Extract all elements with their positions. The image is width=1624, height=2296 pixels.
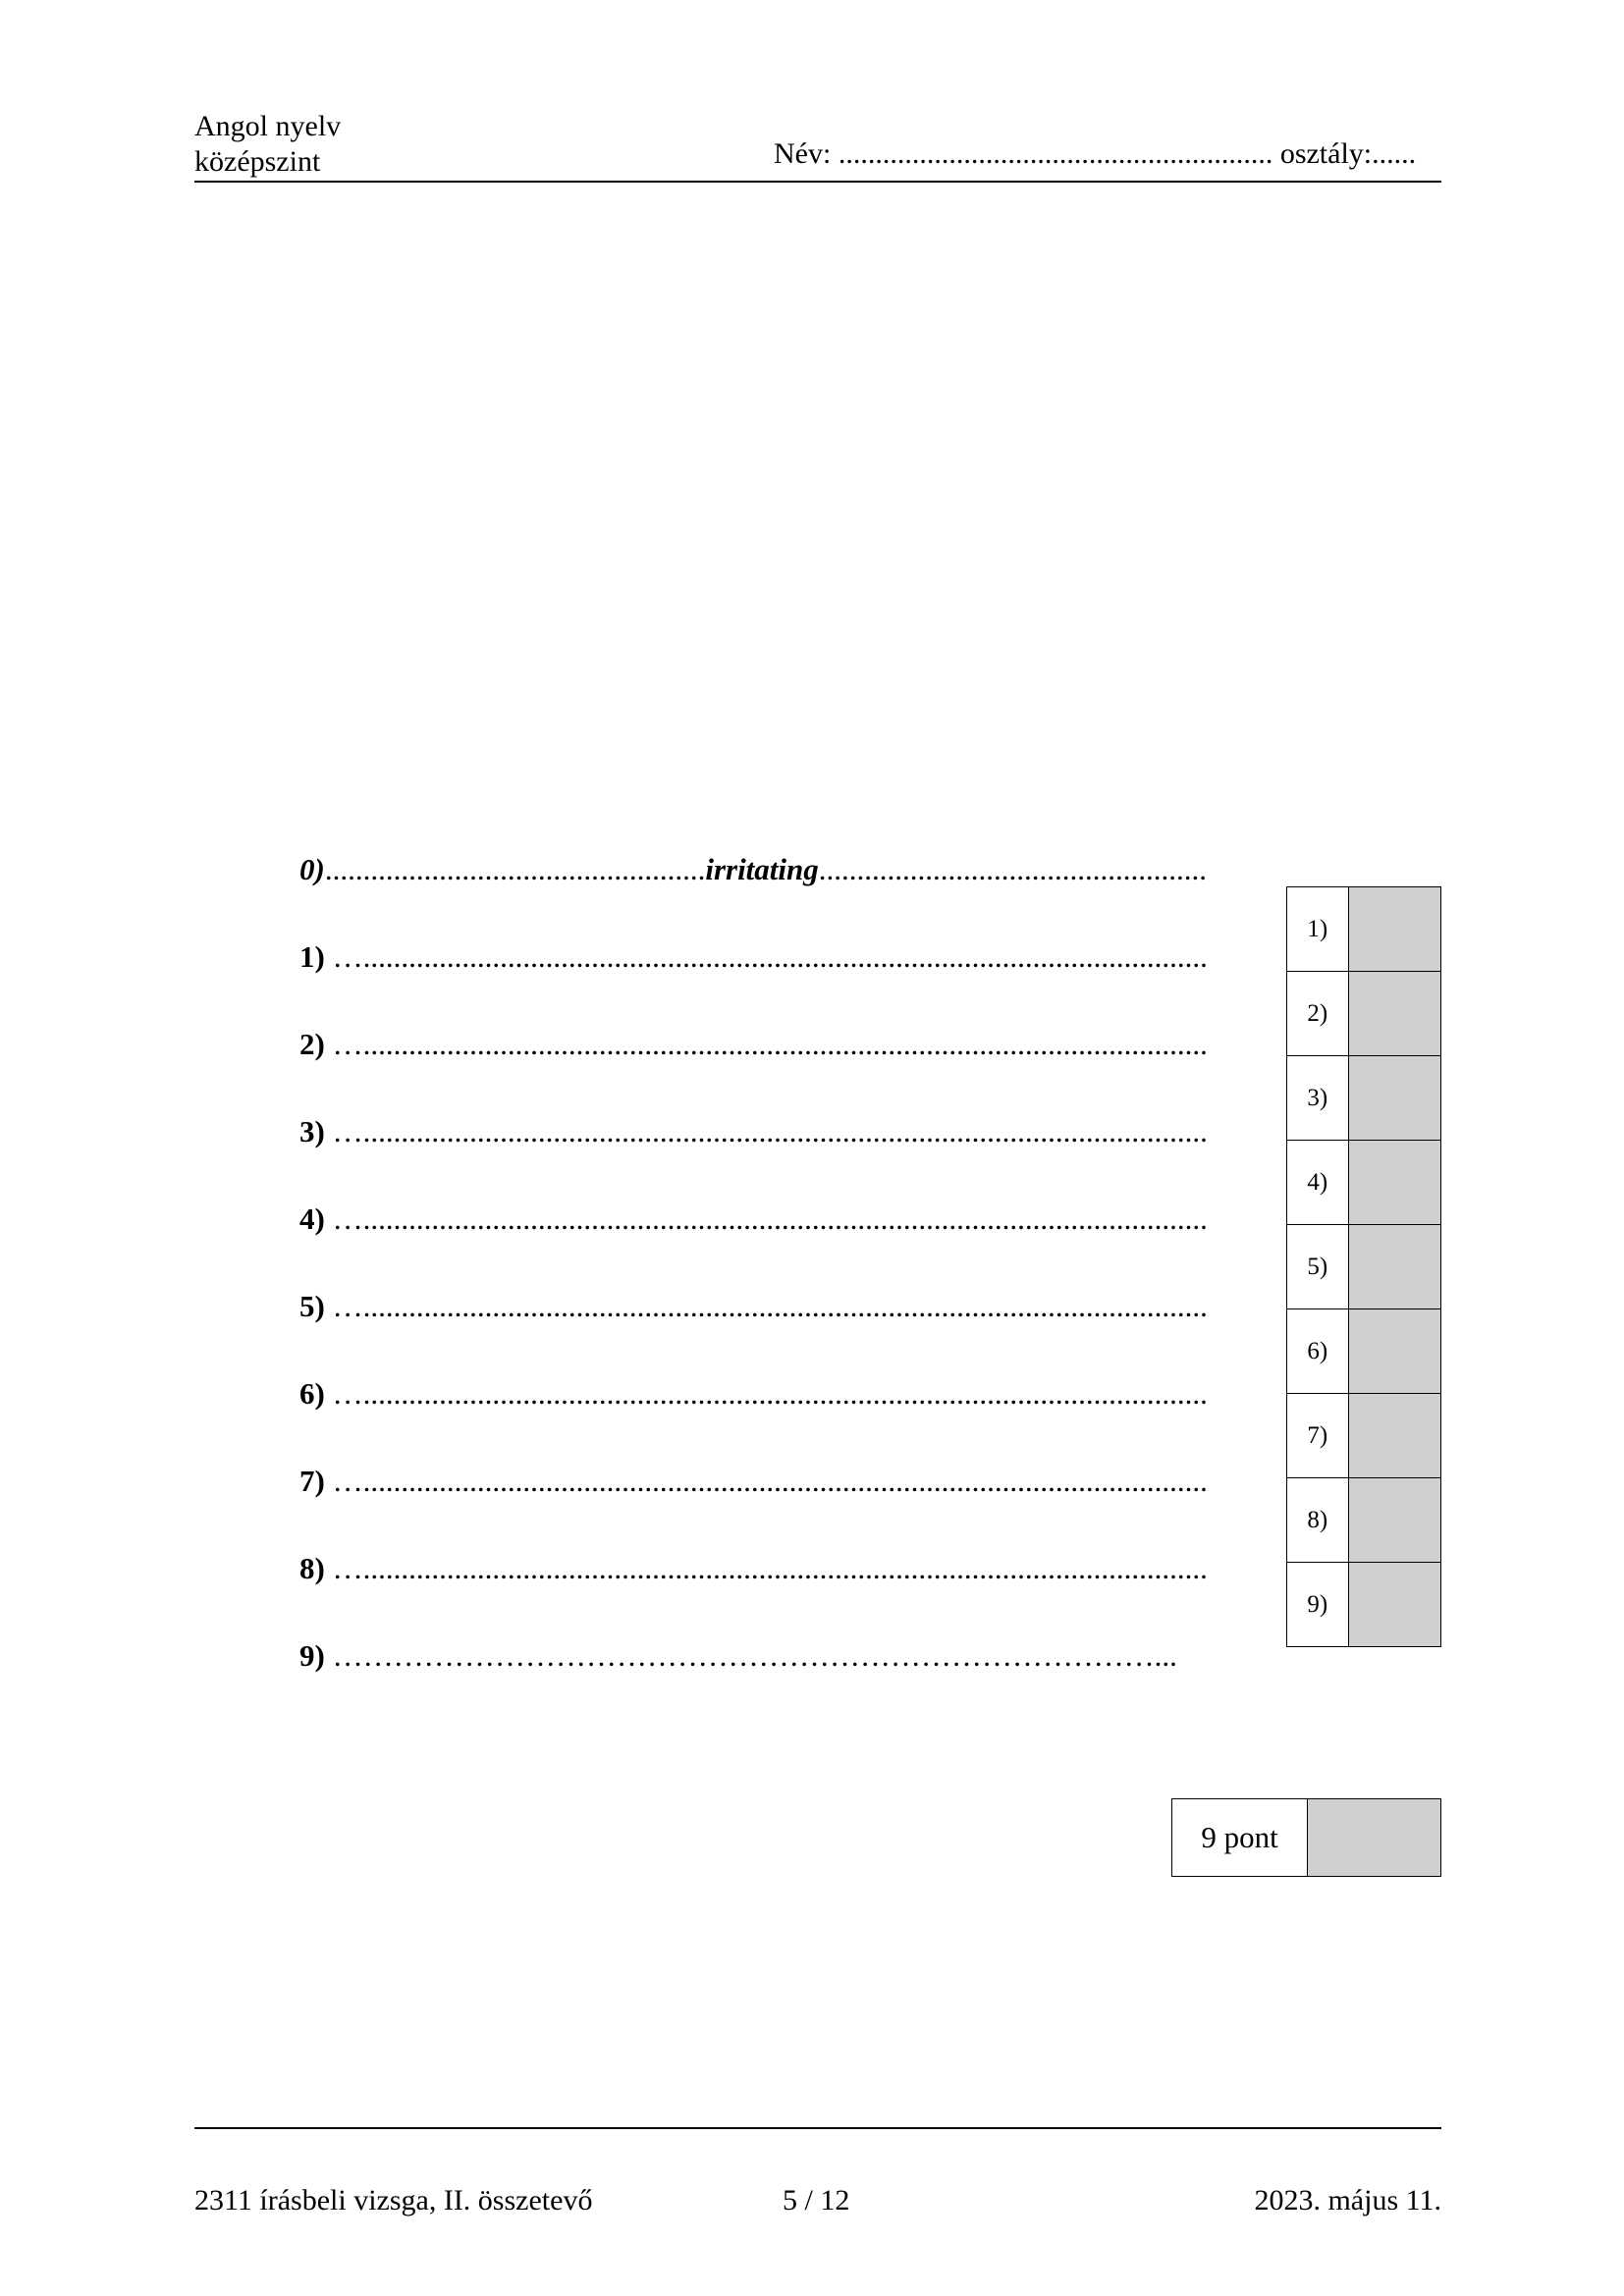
answer-line-8[interactable] bbox=[299, 1551, 1262, 1586]
answer-line-4[interactable] bbox=[299, 1201, 1262, 1237]
answer-dots: ................................................... bbox=[818, 852, 1208, 886]
score-label: 6) bbox=[1287, 1309, 1349, 1394]
score-cell-7[interactable] bbox=[1348, 1394, 1440, 1478]
answer-dots: …............................................................................................................... bbox=[332, 1551, 1208, 1585]
header-rule bbox=[194, 181, 1441, 183]
answer-dots: …............................................................................................................... bbox=[332, 1027, 1208, 1061]
total-points-cell[interactable] bbox=[1308, 1799, 1440, 1876]
score-label: 8) bbox=[1287, 1478, 1349, 1563]
answer-number: 7) bbox=[299, 1464, 325, 1498]
answer-dots: …............................................................................................................... bbox=[332, 1289, 1208, 1323]
name-class-field: Név: ........................................................... osztály:...... bbox=[774, 137, 1417, 170]
answer-line-3[interactable] bbox=[299, 1114, 1262, 1149]
footer-exam-code: 2311 írásbeli vizsga, II. összetevő bbox=[194, 2184, 593, 2216]
score-label: 5) bbox=[1287, 1225, 1349, 1309]
example-answer: irritating bbox=[705, 852, 819, 886]
answer-number: 5) bbox=[299, 1289, 325, 1323]
answer-number: 1) bbox=[299, 939, 325, 974]
answer-dots: …............................................................................................................... bbox=[332, 1201, 1208, 1236]
answer-line-6[interactable] bbox=[299, 1376, 1262, 1412]
score-cell-3[interactable] bbox=[1348, 1056, 1440, 1141]
answer-line-9[interactable] bbox=[299, 1638, 1262, 1674]
answer-line-5[interactable] bbox=[299, 1289, 1262, 1324]
answer-dots: …............................................................................................................... bbox=[332, 1114, 1208, 1148]
answer-number: 4) bbox=[299, 1201, 325, 1236]
score-label: 3) bbox=[1287, 1056, 1349, 1141]
score-table bbox=[1286, 886, 1441, 1647]
answer-dots: .................................................. bbox=[324, 852, 706, 886]
answer-number: 3) bbox=[299, 1114, 325, 1148]
answer-number: 2) bbox=[299, 1027, 325, 1061]
answer-line-1[interactable] bbox=[299, 939, 1262, 975]
score-cell-2[interactable] bbox=[1348, 972, 1440, 1056]
score-cell-9[interactable] bbox=[1348, 1563, 1440, 1647]
answer-dots: ………………………………………………………………………... bbox=[332, 1638, 1177, 1673]
answer-dots: …............................................................................................................... bbox=[332, 1376, 1208, 1411]
score-label: 2) bbox=[1287, 972, 1349, 1056]
answer-number: 0) bbox=[299, 852, 325, 886]
footer-page-number: 5 / 12 bbox=[783, 2184, 850, 2216]
answer-dots: …............................................................................................................... bbox=[332, 939, 1208, 974]
level-label: középszint bbox=[194, 145, 321, 178]
score-label: 7) bbox=[1287, 1394, 1349, 1478]
answer-number: 9) bbox=[299, 1638, 325, 1673]
answer-line-example bbox=[299, 852, 1262, 887]
score-label: 1) bbox=[1287, 887, 1349, 972]
score-cell-5[interactable] bbox=[1348, 1225, 1440, 1309]
answer-number: 8) bbox=[299, 1551, 325, 1585]
score-label: 9) bbox=[1287, 1563, 1349, 1647]
total-points-box bbox=[1171, 1798, 1441, 1877]
score-cell-6[interactable] bbox=[1348, 1309, 1440, 1394]
answer-line-2[interactable] bbox=[299, 1027, 1262, 1062]
footer-rule bbox=[194, 2127, 1441, 2129]
answer-number: 6) bbox=[299, 1376, 325, 1411]
score-cell-8[interactable] bbox=[1348, 1478, 1440, 1563]
subject-label: Angol nyelv bbox=[194, 110, 342, 142]
score-label: 4) bbox=[1287, 1141, 1349, 1225]
score-cell-1[interactable] bbox=[1348, 887, 1440, 972]
score-cell-4[interactable] bbox=[1348, 1141, 1440, 1225]
answer-line-7[interactable] bbox=[299, 1464, 1262, 1499]
answer-dots: …............................................................................................................... bbox=[332, 1464, 1208, 1498]
total-points-label: 9 pont bbox=[1172, 1799, 1308, 1876]
footer-date: 2023. május 11. bbox=[1254, 2184, 1441, 2216]
